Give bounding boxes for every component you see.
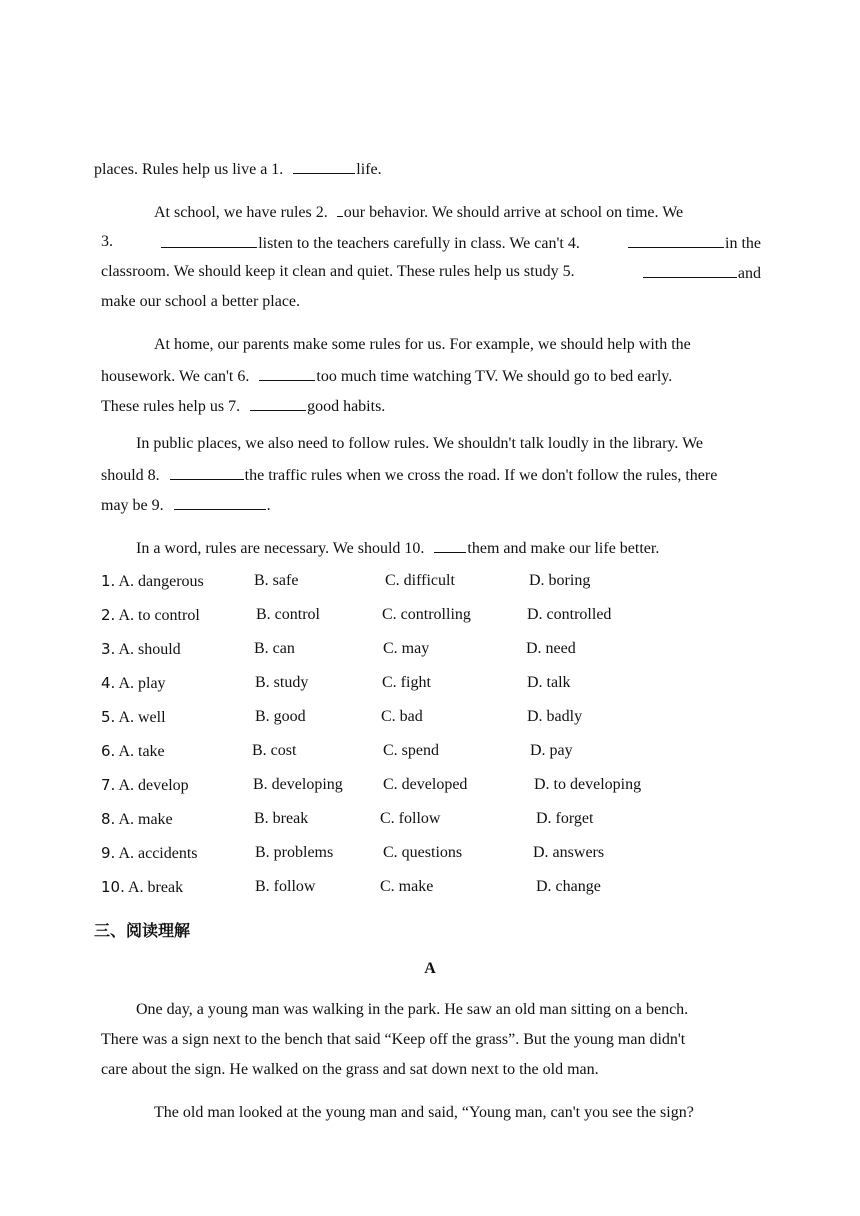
option-c: C. fight	[382, 674, 431, 691]
option-a: A. develop	[118, 777, 189, 794]
cloze-line	[101, 395, 385, 417]
option-c: C. controlling	[382, 606, 471, 623]
option-c: C. follow	[380, 810, 441, 827]
cloze-line	[136, 537, 659, 559]
option-d: D. forget	[536, 810, 594, 827]
option-d: D. badly	[527, 708, 583, 725]
question-number: 2.	[101, 606, 116, 624]
option-a: A. dangerous	[118, 573, 204, 590]
question-number: 4.	[101, 674, 116, 692]
text: in the	[725, 235, 761, 252]
question-number: 1.	[101, 572, 116, 590]
cloze-line	[101, 464, 717, 486]
reading-line: The old man looked at the young man and said, “Young man, can't you see the sign?	[154, 1104, 694, 1121]
text: In a word, rules are necessary. We should 10.	[136, 540, 425, 557]
option-c: C. bad	[381, 708, 423, 725]
option-d: D. need	[526, 640, 576, 657]
text: too much time watching TV. We should go to bed early.	[316, 368, 673, 385]
cloze-line	[101, 494, 271, 516]
text: listen to the teachers carefully in class. We can't 4.	[258, 235, 580, 252]
text: the traffic rules when we cross the road. If we don't follow the rules, there	[244, 467, 718, 484]
blank-4	[628, 232, 724, 248]
option-b: B. break	[254, 810, 309, 827]
option-c: C. spend	[383, 742, 439, 759]
text: At school, we have rules 2.	[154, 204, 328, 221]
blank-1	[293, 158, 355, 174]
option-d: D. answers	[533, 844, 605, 861]
text: them and make our life better.	[467, 540, 660, 557]
option-b: B. developing	[253, 776, 343, 793]
option-d: D. talk	[527, 674, 571, 691]
option-d: D. controlled	[527, 606, 612, 623]
reading-line: One day, a young man was walking in the park. He saw an old man sitting on a bench.	[136, 1001, 689, 1018]
option-a: A. break	[127, 879, 184, 896]
blank-10	[434, 537, 466, 553]
option-a: A. should	[118, 641, 181, 658]
text: housework. We can't 6.	[101, 368, 250, 385]
question-number: 7.	[101, 776, 116, 794]
cloze-line: make our school a better place.	[101, 293, 301, 310]
cloze-line	[101, 262, 761, 284]
option-a: A. well	[118, 709, 166, 726]
passage-heading: A	[424, 960, 436, 977]
section-title: 三、阅读理解	[94, 921, 191, 940]
option-b: B. can	[254, 640, 295, 657]
reading-line: There was a sign next to the bench that said “Keep off the grass”. But the young man didn't	[101, 1031, 686, 1048]
question-number: 6.	[101, 742, 116, 760]
text: .	[266, 497, 271, 514]
text: good habits.	[307, 398, 386, 415]
option-c: C. developed	[383, 776, 468, 793]
option-b: B. good	[255, 708, 306, 725]
text: should 8.	[101, 467, 160, 484]
question-number: 8.	[101, 810, 116, 828]
cloze-line	[94, 158, 382, 180]
option-b: B. study	[255, 674, 309, 691]
question-number: 3.	[101, 640, 116, 658]
reading-line: care about the sign. He walked on the grass and sat down next to the old man.	[101, 1061, 599, 1078]
option-c: C. make	[380, 878, 434, 895]
cloze-line: At home, our parents make some rules for us. For example, we should help with the	[154, 336, 691, 353]
option-a: A. take	[118, 743, 165, 760]
text: life.	[356, 161, 382, 178]
option-b: B. problems	[255, 844, 334, 861]
option-a: A. make	[118, 811, 173, 828]
text: places. Rules help us live a 1.	[94, 161, 284, 178]
option-c: C. questions	[383, 844, 463, 861]
blank-6	[259, 365, 315, 381]
question-number: 5.	[101, 708, 116, 726]
option-a: A. to control	[118, 607, 200, 624]
blank-7	[250, 395, 306, 411]
option-a: A. play	[118, 675, 166, 692]
question-number: 10.	[101, 878, 125, 896]
option-d: D. change	[536, 878, 601, 895]
option-d: D. boring	[529, 572, 591, 589]
blank-9	[174, 494, 266, 510]
blank-5	[643, 262, 737, 278]
option-b: B. control	[256, 606, 320, 623]
cloze-line	[101, 232, 761, 254]
text: our behavior. We should arrive at school on time. We	[343, 204, 684, 221]
option-c: C. difficult	[385, 572, 455, 589]
text: classroom. We should keep it clean and quiet. These rules help us study 5.	[101, 263, 575, 280]
cloze-line	[154, 201, 683, 223]
option-a: A. accidents	[118, 845, 198, 862]
text: These rules help us 7.	[101, 398, 241, 415]
option-b: B. follow	[255, 878, 316, 895]
blank-3	[161, 232, 257, 248]
blank-8	[170, 464, 244, 480]
blank-2	[337, 201, 343, 217]
text: and	[737, 265, 761, 282]
option-d: D. to developing	[534, 776, 642, 793]
question-number: 9.	[101, 844, 116, 862]
text: 3.	[101, 233, 113, 250]
option-c: C. may	[383, 640, 430, 657]
text: may be 9.	[101, 497, 164, 514]
option-b: B. safe	[254, 572, 299, 589]
option-d: D. pay	[530, 742, 573, 759]
option-b: B. cost	[252, 742, 297, 759]
cloze-line: In public places, we also need to follow rules. We shouldn't talk loudly in the library. We	[136, 435, 703, 452]
cloze-line	[101, 365, 672, 387]
